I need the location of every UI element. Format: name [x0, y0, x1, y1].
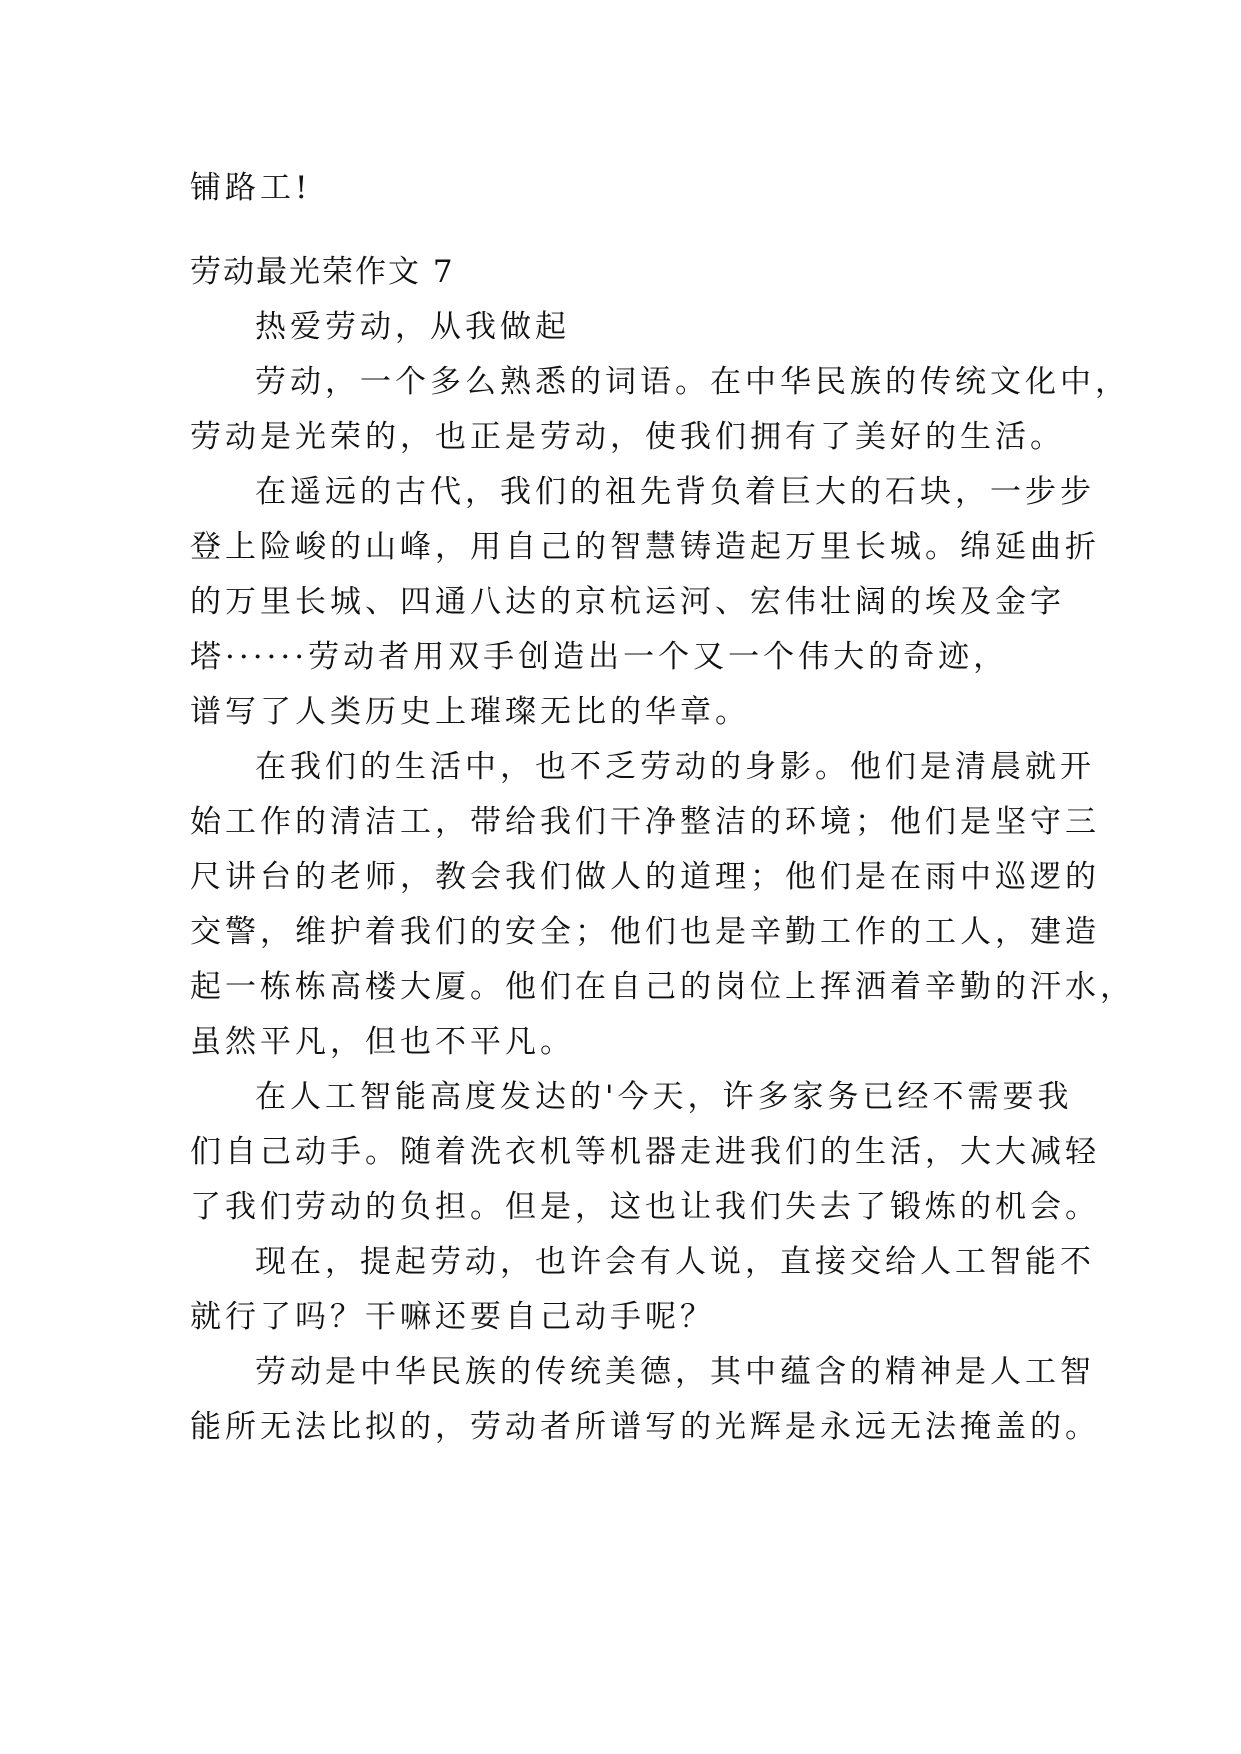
essay-title: 热爱劳动，从我做起	[255, 309, 570, 345]
paragraph-line: 的万里长城、四通八达的京杭运河、宏伟壮阔的埃及金字	[190, 584, 1065, 620]
paragraph-line: 谱写了人类历史上璀璨无比的华章。	[190, 694, 750, 730]
paragraph-line: 能所无法比拟的，劳动者所谱写的光辉是永远无法掩盖的。	[190, 1409, 1100, 1445]
paragraph-line: 在我们的生活中，也不乏劳动的身影。他们是清晨就开	[255, 749, 1095, 785]
paragraph-line: 现在，提起劳动，也许会有人说，直接交给人工智能不	[255, 1244, 1095, 1280]
paragraph-line: 登上险峻的山峰，用自己的智慧铸造起万里长城。绵延曲折	[190, 529, 1100, 565]
paragraph-line: 劳动是光荣的，也正是劳动，使我们拥有了美好的生活。	[190, 419, 1065, 455]
paragraph-line: 起一栋栋高楼大厦。他们在自己的岗位上挥洒着辛勤的汗水，	[190, 969, 1135, 1005]
paragraph-line: 始工作的清洁工，带给我们干净整洁的环境；他们是坚守三	[190, 804, 1100, 840]
paragraph-line: 了我们劳动的负担。但是，这也让我们失去了锻炼的机会。	[190, 1189, 1100, 1225]
paragraph-line: 尺讲台的老师，教会我们做人的道理；他们是在雨中巡逻的	[190, 859, 1100, 895]
paragraph-line: 交警，维护着我们的安全；他们也是辛勤工作的工人，建造	[190, 914, 1100, 950]
top-fragment: 铺路工!	[190, 170, 312, 206]
paragraph-line: 劳动，一个多么熟悉的词语。在中华民族的传统文化中，	[255, 364, 1130, 400]
paragraph-line: 在遥远的古代，我们的祖先背负着巨大的石块，一步步	[255, 474, 1095, 510]
paragraph-line: 劳动是中华民族的传统美德，其中蕴含的精神是人工智	[255, 1354, 1095, 1390]
paragraph-line: 在人工智能高度发达的'今天，许多家务已经不需要我	[255, 1079, 1073, 1115]
paragraph-line: 就行了吗？干嘛还要自己动手呢？	[190, 1299, 715, 1335]
paragraph-line: 虽然平凡，但也不平凡。	[190, 1024, 575, 1060]
section-title: 劳动最光荣作文 7	[190, 254, 455, 290]
paragraph-line: 们自己动手。随着洗衣机等机器走进我们的生活，大大减轻	[190, 1134, 1100, 1170]
paragraph-line: 塔······劳动者用双手创造出一个又一个伟大的奇迹，	[190, 639, 1009, 675]
